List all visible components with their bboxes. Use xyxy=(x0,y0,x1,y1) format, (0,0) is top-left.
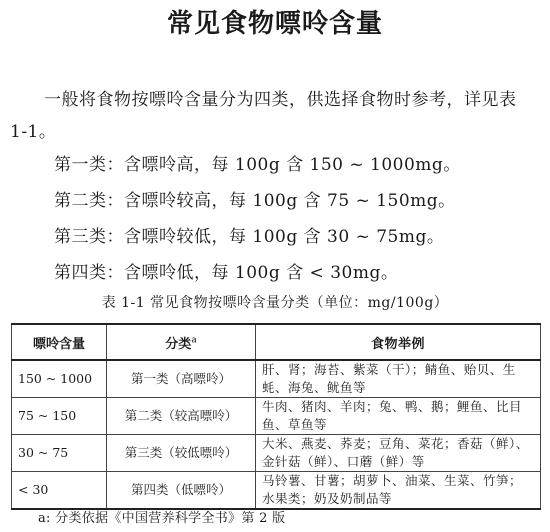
table-row xyxy=(12,435,541,472)
page-title: 常见食物嘌呤含量 xyxy=(166,9,383,39)
header-purine-content: 嘌呤含量 xyxy=(12,324,107,360)
category-line-3: 第三类：含嘌呤较低，每 100g 含 30 ~ 75mg。 xyxy=(54,227,445,247)
cell-foods: 大米、燕麦、荞麦；豆角、菜花；香菇（鲜）、金针菇（鲜）、口蘑（鲜）等 xyxy=(256,435,541,472)
category-line-2: 第二类：含嘌呤较高，每 100g 含 75 ~ 150mg。 xyxy=(54,191,456,211)
cell-category: 第四类（低嘌呤） xyxy=(107,472,256,510)
header-footnote-mark: a xyxy=(191,335,197,346)
category-line-4: 第四类：含嘌呤低，每 100g 含 < 30mg。 xyxy=(54,263,399,283)
header-category xyxy=(107,324,256,360)
cell-foods: 马铃薯、甘薯；胡萝卜、油菜、生菜、竹笋；水果类；奶及奶制品等 xyxy=(256,472,541,510)
header-food-examples: 食物举例 xyxy=(256,324,541,360)
table-row xyxy=(12,472,541,510)
table-caption: 表 1-1 常见食物按嘌呤含量分类（单位：mg/100g） xyxy=(101,295,449,311)
table-row xyxy=(12,360,541,398)
cell-range: < 30 xyxy=(12,472,107,510)
purine-table xyxy=(11,323,541,510)
cell-foods: 肝、肾；海苔、紫菜（干）；鲭鱼、贻贝、生蚝、海兔、鱿鱼等 xyxy=(256,360,541,398)
table-row xyxy=(12,398,541,435)
cell-range: 150 ~ 1000 xyxy=(12,360,107,398)
cell-foods: 牛肉、猪肉、羊肉；兔、鸭、鹅；鲤鱼、比目鱼、草鱼等 xyxy=(256,398,541,435)
intro-paragraph: 一般将食物按嘌呤含量分为四类，供选择食物时参考，详见表 1-1。 xyxy=(10,90,517,142)
cell-category: 第三类（较低嘌呤） xyxy=(107,435,256,472)
header-category-label: 分类 xyxy=(165,336,192,352)
category-line-1: 第一类：含嘌呤高，每 100g 含 150 ~ 1000mg。 xyxy=(54,155,461,175)
cell-range: 75 ~ 150 xyxy=(12,398,107,435)
cell-category: 第二类（较高嘌呤） xyxy=(107,398,256,435)
table-header-row xyxy=(12,324,541,360)
cell-category: 第一类（高嘌呤） xyxy=(107,360,256,398)
table-footnote: a: 分类依据《中国营养科学全书》第 2 版 xyxy=(38,511,286,526)
cell-range: 30 ~ 75 xyxy=(12,435,107,472)
